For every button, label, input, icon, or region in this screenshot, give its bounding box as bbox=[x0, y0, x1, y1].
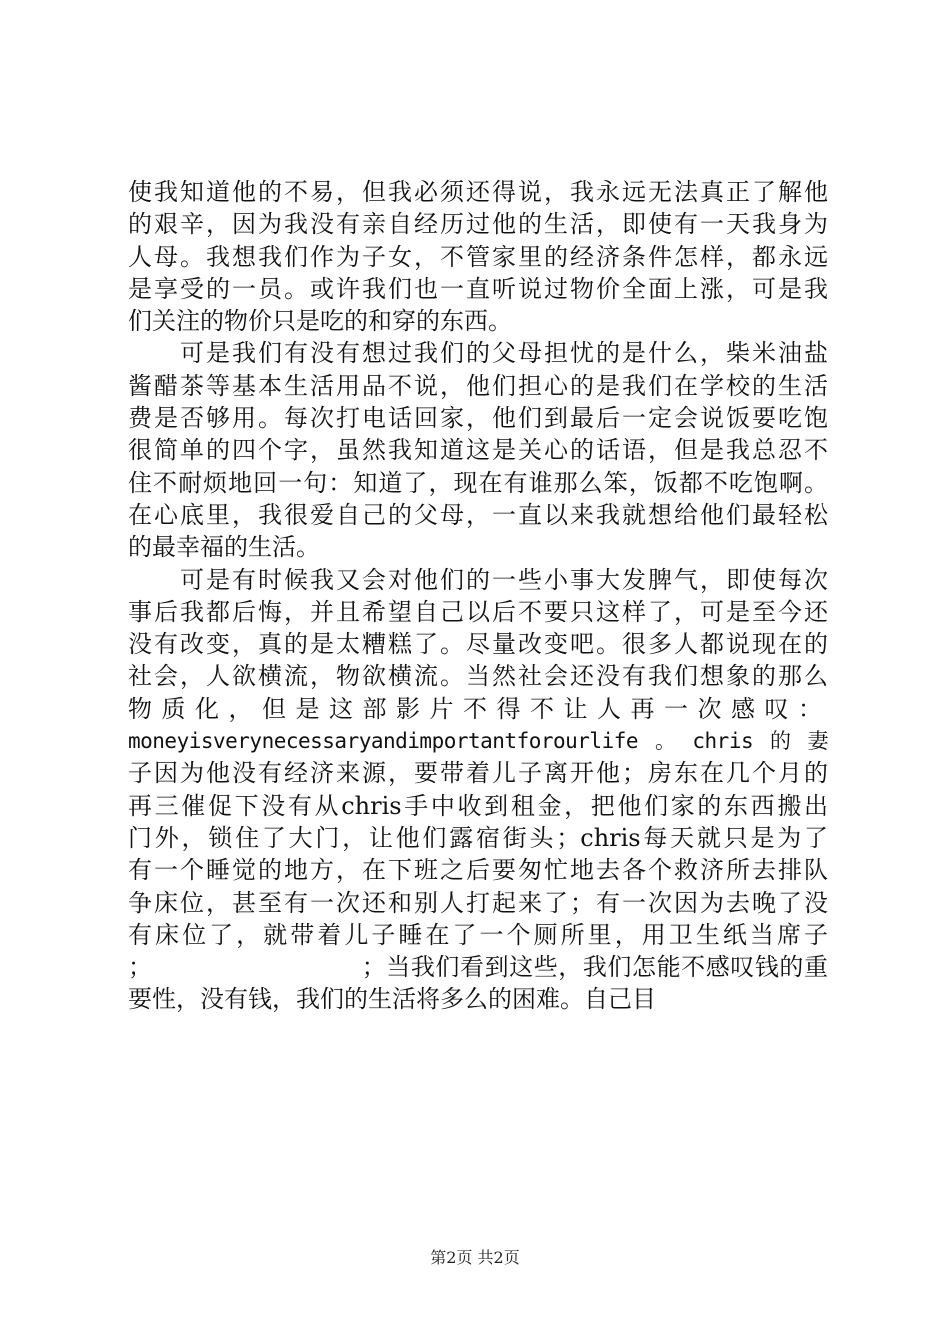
text-line: 争床位，甚至有一次还和别人打起来了；有一次因为去晚了没 bbox=[128, 888, 828, 917]
text-line: 使我知道他的不易，但我必须还得说，我永远无法真正了解他 bbox=[128, 178, 828, 206]
text-line: 的艰辛，因为我没有亲自经历过他的生活，即使有一天我身为 bbox=[128, 210, 828, 239]
text-line: 很简单的四个字，虽然我知道这是关心的话语，但是我总忍不 bbox=[128, 436, 828, 465]
text-line: moneyisverynecessaryandimportantforourlife。chris的妻 bbox=[128, 729, 828, 754]
body-text bbox=[128, 176, 828, 1016]
text-line: 要性，没有钱，我们的生活将多么的困难。自己目 bbox=[128, 985, 656, 1014]
text-line: ； ；当我们看到这些，我们怎能不感叹钱的重 bbox=[128, 953, 828, 982]
text-line: 事后我都后悔，并且希望自己以后不要只这样了，可是至今还 bbox=[128, 597, 828, 626]
text-line: 人母。我想我们作为子女，不管家里的经济条件怎样，都永远 bbox=[128, 242, 828, 271]
text-line: 费是否够用。每次打电话回家，他们到最后一定会说饭要吃饱 bbox=[128, 404, 828, 433]
text-line: 有床位了，就带着儿子睡在了一个厕所里，用卫生纸当席子 bbox=[128, 920, 828, 949]
text-line: 再三催促下没有从chris手中收到租金，把他们家的东西搬出 bbox=[128, 791, 828, 820]
text-line: 可是我们有没有想过我们的父母担忧的是什么，柴米油盐 bbox=[128, 339, 828, 368]
text-line: 社会，人欲横流，物欲横流。当然社会还没有我们想象的那么 bbox=[128, 662, 828, 691]
text-line: 在心底里，我很爱自己的父母，一直以来我就想给他们最轻松 bbox=[128, 500, 828, 529]
text-line: 门外，锁住了大门，让他们露宿街头；chris每天就只是为了 bbox=[128, 823, 828, 852]
text-line: 没有改变，真的是太糟糕了。尽量改变吧。很多人都说现在的 bbox=[128, 630, 828, 659]
text-line: 物质化，但是这部影片不得不让人再一次感叹： bbox=[128, 694, 828, 723]
page-number-footer: 第2页 共2页 bbox=[430, 1248, 520, 1267]
text-line: 们关注的物价只是吃的和穿的东西。 bbox=[128, 307, 512, 336]
text-line: 有一个睡觉的地方，在下班之后要匆忙地去各个救济所去排队 bbox=[128, 856, 828, 885]
text-line: 是享受的一员。或许我们也一直听说过物价全面上涨，可是我 bbox=[128, 274, 828, 303]
text-line: 的最幸福的生活。 bbox=[128, 533, 320, 562]
text-line: 住不耐烦地回一句：知道了，现在有谁那么笨，饭都不吃饱啊。 bbox=[128, 468, 828, 497]
text-line: 酱醋茶等基本生活用品不说，他们担心的是我们在学校的生活 bbox=[128, 371, 828, 400]
text-line: 可是有时候我又会对他们的一些小事大发脾气，即使每次 bbox=[128, 565, 828, 594]
text-line: 子因为他没有经济来源，要带着儿子离开他；房东在几个月的 bbox=[128, 759, 828, 788]
